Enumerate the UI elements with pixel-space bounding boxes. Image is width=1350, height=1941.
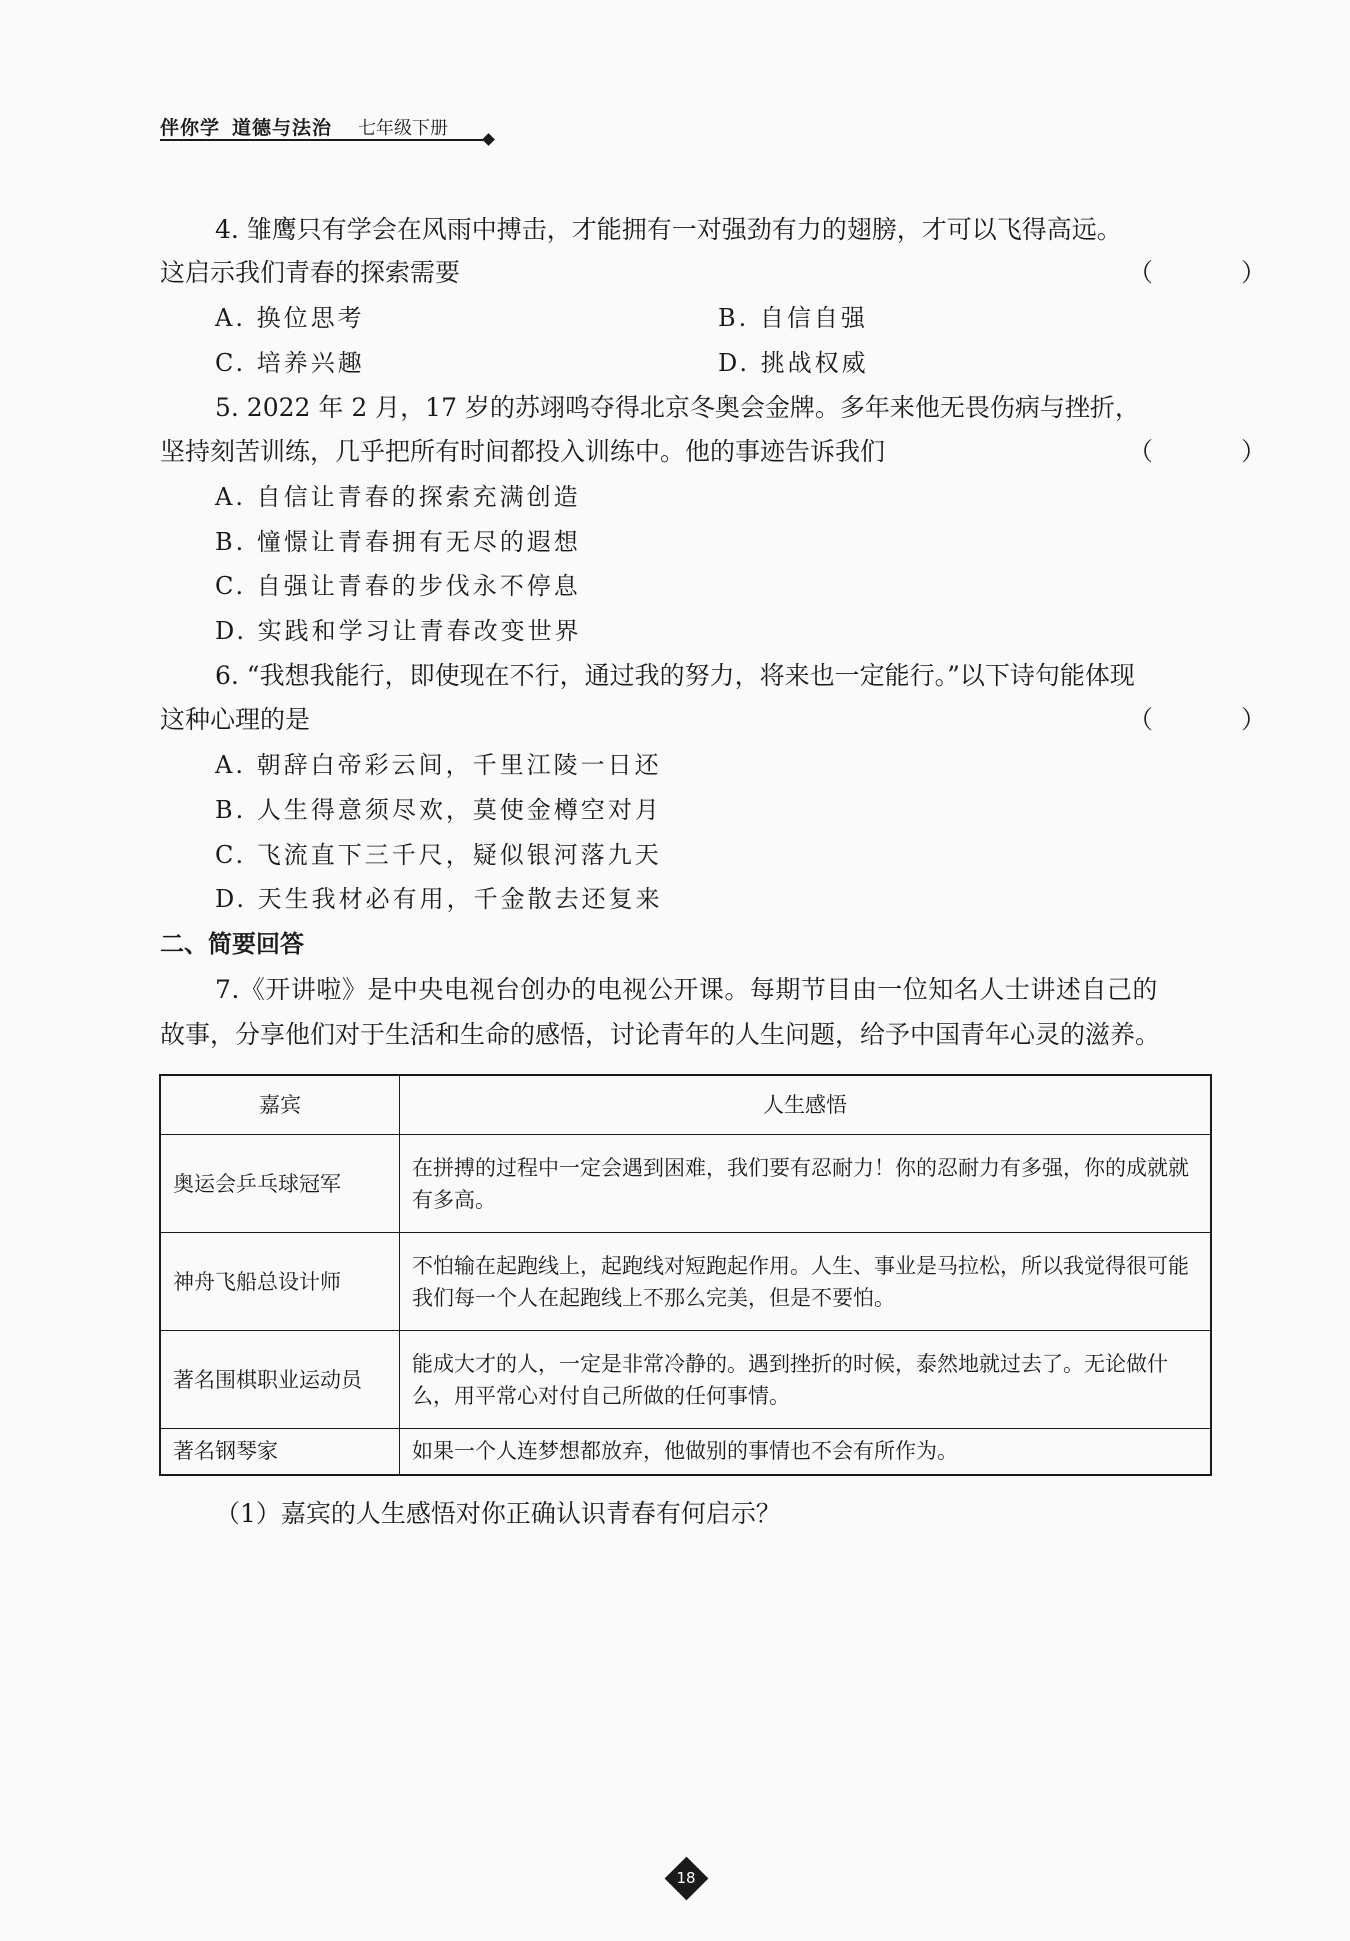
q6-stem-line1: 6. “我想我能行，即使现在不行，通过我的努力，将来也一定能行。”以下诗句能体现 [215,661,1135,690]
grade-name: 七年级下册 [358,118,449,139]
table-header-insight: 人生感悟 [400,1075,1212,1135]
guest-insight-table [159,1074,1212,1476]
table-header-guest: 嘉宾 [160,1075,400,1135]
section-heading: 二、简要回答 [160,930,304,958]
q7-stem-line1: 7.《开讲啦》是中央电视台创办的电视公开课。每期节目由一位知名人士讲述自己的 [215,975,1158,1004]
q5-stem-line1: 5. 2022 年 2 月，17 岁的苏翊鸣夺得北京冬奥会金牌。多年来他无畏伤病与挫折， [215,393,1140,422]
q6-answer-blank: （ ） [1128,705,1306,734]
q5-option-b: B. 憧憬让青春拥有无尽的遐想 [215,528,581,556]
header-rule [160,139,490,141]
q4-stem-line1: 4. 雏鹰只有学会在风雨中搏击，才能拥有一对强劲有力的翅膀，才可以飞得高远。 [215,215,1122,244]
q5-option-a: A. 自信让青春的探索充满创造 [215,483,581,511]
header-diamond-icon [482,133,495,146]
page-number: 18 [676,1869,696,1887]
guest-cell: 奥运会乒乓球冠军 [160,1135,400,1233]
q4-option-a: A. 换位思考 [215,304,365,332]
running-header [160,113,448,140]
table-row [160,1331,1211,1429]
q5-answer-blank: （ ） [1128,437,1306,466]
q5-option-d: D. 实践和学习让青春改变世界 [215,617,582,645]
q6-option-d: D. 天生我材必有用，千金散去还复来 [215,885,663,913]
q4-option-d: D. 挑战权威 [718,349,869,377]
insight-cell: 在拼搏的过程中一定会遇到困难，我们要有忍耐力！你的忍耐力有多强，你的成就就有多高。 [400,1135,1212,1233]
q6-option-c: C. 飞流直下三千尺，疑似银河落九天 [215,841,662,869]
guest-cell: 著名围棋职业运动员 [160,1331,400,1429]
q6-option-b: B. 人生得意须尽欢，莫使金樽空对月 [215,796,662,824]
page-number-badge [664,1856,708,1900]
table-row [160,1135,1211,1233]
table-row [160,1429,1211,1475]
table-row [160,1233,1211,1331]
table-header-row [160,1075,1211,1135]
q6-stem-line2: 这种心理的是 [160,705,311,734]
guest-cell: 著名钢琴家 [160,1429,400,1475]
series-name: 伴你学 [160,117,221,139]
insight-cell: 如果一个人连梦想都放弃，他做别的事情也不会有所作为。 [400,1429,1212,1475]
q4-option-c: C. 培养兴趣 [215,349,365,377]
q5-stem-line2: 坚持刻苦训练，几乎把所有时间都投入训练中。他的事迹告诉我们 [160,437,886,466]
guest-cell: 神舟飞船总设计师 [160,1233,400,1331]
q6-option-a: A. 朝辞白帝彩云间，千里江陵一日还 [215,751,662,779]
q7-subquestion-1: （1）嘉宾的人生感悟对你正确认识青春有何启示？ [215,1499,781,1528]
insight-cell: 能成大才的人，一定是非常冷静的。遇到挫折的时候，泰然地就过去了。无论做什么，用平常心对付自己所做的任何事情。 [400,1331,1212,1429]
q4-answer-blank: （ ） [1128,258,1306,287]
insight-cell: 不怕输在起跑线上，起跑线对短跑起作用。人生、事业是马拉松，所以我觉得很可能我们每一个人在起跑线上不那么完美，但是不要怕。 [400,1233,1212,1331]
subject-name: 道德与法治 [232,117,333,139]
q7-stem-line2: 故事，分享他们对于生活和生命的感悟，讨论青年的人生问题，给予中国青年心灵的滋养。 [160,1020,1161,1049]
q5-option-c: C. 自强让青春的步伐永不停息 [215,572,581,600]
q4-stem-line2: 这启示我们青春的探索需要 [160,258,461,287]
q4-option-b: B. 自信自强 [718,304,868,332]
